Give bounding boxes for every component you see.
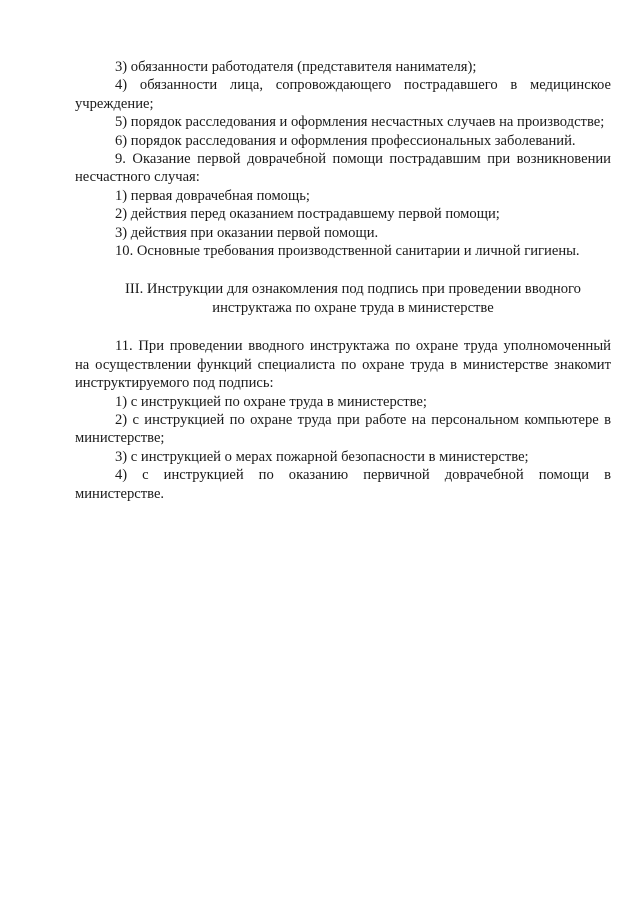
list-item: 10. Основные требования производственной санитарии и личной гигиены. xyxy=(115,243,580,260)
list-item: 3) с инструкцией о мерах пожарной безопасности в министерстве; xyxy=(115,448,529,465)
list-item: 4) с инструкцией по оказанию первичной доврачебной помощи в министерстве. xyxy=(75,467,611,502)
list-item: 11. При проведении вводного инструктажа по охране труда уполномоченный на осуществлении функций специалиста по охране труда в министерстве знакомит инструктируемого под подпись: xyxy=(75,338,611,392)
list-item: 6) порядок расследования и оформления профессиональных заболеваний. xyxy=(115,132,576,149)
spacer xyxy=(75,260,611,280)
list-item: 1) первая доврачебная помощь; xyxy=(115,187,310,204)
list-item: 3) действия при оказании первой помощи. xyxy=(115,224,379,241)
list-item: 2) с инструкцией по охране труда при работе на персональном компьютере в министерстве; xyxy=(75,411,611,447)
spacer xyxy=(75,317,611,337)
list-item: 2) действия перед оказанием пострадавшему первой помощи; xyxy=(115,206,500,223)
list-item: 1) с инструкцией по охране труда в министерстве; xyxy=(115,393,427,410)
list-item: 9. Оказание первой доврачебной помощи пострадавшим при возникновении несчастного случая: xyxy=(75,151,611,186)
list-item: 3) обязанности работодателя (представителя нанимателя); xyxy=(115,59,477,75)
list-item: 4) обязанности лица, сопровождающего пострадавшего в медицинское учреждение; xyxy=(75,77,611,112)
list-item: 5) порядок расследования и оформления несчастных случаев на производстве; xyxy=(115,114,605,131)
document-page xyxy=(75,58,611,503)
section-heading: III. Инструкции для ознакомления под подпись при проведении вводного инструктажа по охране труда в министерстве xyxy=(125,281,581,316)
